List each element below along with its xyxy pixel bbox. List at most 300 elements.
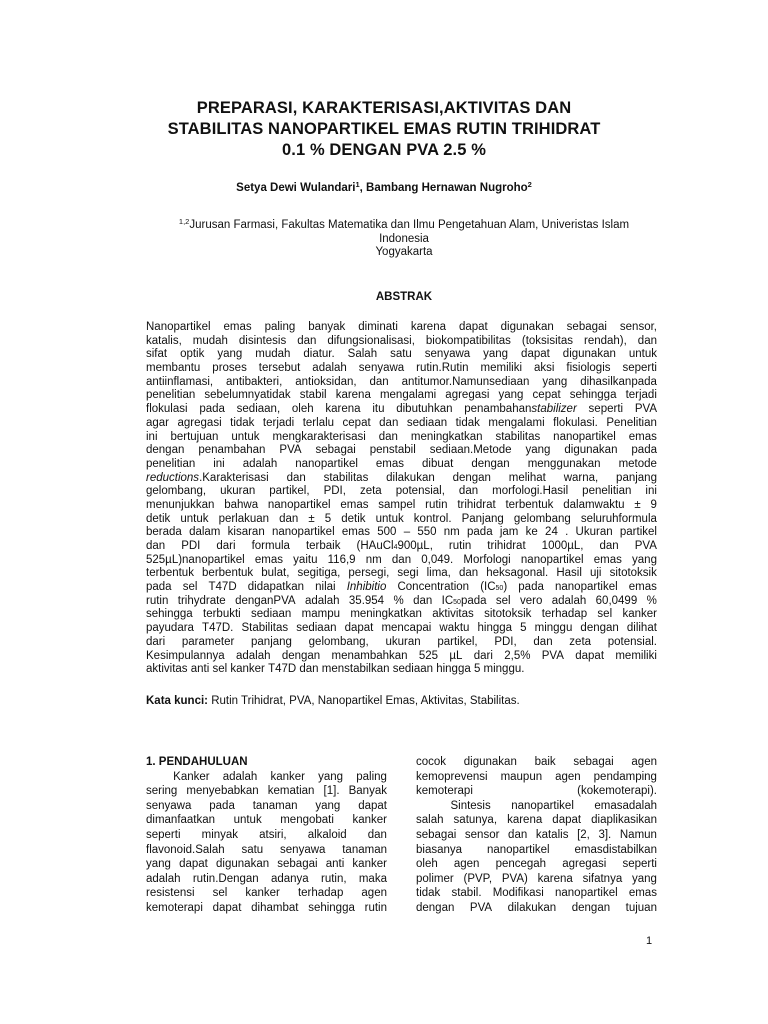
word: agen (631, 756, 657, 768)
word: sebagai (416, 828, 457, 841)
word: dan (508, 828, 528, 841)
word: cepat (342, 416, 371, 429)
word: yang (498, 389, 524, 402)
word: ini (146, 430, 158, 443)
word: aktivitas (432, 608, 474, 621)
word: senyawa (146, 799, 192, 812)
word: dalam (189, 526, 221, 539)
word: rutin.Rutin (416, 362, 469, 375)
word: sehingga (146, 608, 193, 621)
word: emas (375, 457, 405, 470)
text-line (416, 755, 657, 770)
text-line (146, 554, 657, 568)
word: tidak (455, 416, 480, 429)
author-name: Setya Dewi Wulandari (236, 182, 356, 194)
word: karena (410, 321, 446, 333)
word: sitotoksik (609, 567, 657, 580)
word: memiliki (480, 362, 523, 375)
word: penelitian (146, 389, 196, 402)
word: morfologi.Hasil (492, 485, 569, 498)
word: dengan (146, 444, 185, 457)
word: PVA (634, 540, 657, 552)
word: trihidrat (487, 540, 526, 552)
word: ke (525, 526, 538, 539)
word: partikel (619, 526, 657, 539)
word: kisaran (227, 526, 265, 539)
word: Penelitian (606, 416, 657, 429)
word: Concentration (397, 581, 470, 594)
word: dilihat (626, 622, 657, 635)
word: terjadi (625, 389, 657, 402)
text-line (146, 389, 657, 403)
word: bahwa (224, 498, 259, 511)
word: atsiri, (259, 828, 287, 841)
word: oleh (416, 858, 438, 871)
word: 5 (324, 512, 332, 525)
word: Kesimpulannya (146, 649, 225, 662)
word: bertujuan (170, 430, 219, 443)
word: emas (628, 887, 657, 900)
word: Ukuran (575, 526, 613, 539)
word: 60,0499 (595, 594, 638, 607)
word: rutin (448, 540, 472, 552)
word: menambahkan (331, 649, 408, 662)
word: diaplikasikan (591, 814, 657, 827)
word: nm (443, 526, 460, 539)
word: sebagai (566, 321, 607, 333)
word: minggu (534, 622, 573, 635)
text-line (416, 799, 657, 814)
word: dari (473, 649, 493, 662)
word: flokulasi. (553, 416, 598, 429)
word: nanopartikel (554, 581, 618, 594)
word: (HAuCl4900µL, (356, 540, 433, 552)
text-line (146, 663, 657, 677)
word: vero (519, 594, 543, 607)
word: biasanya (416, 843, 463, 856)
word: dapat (358, 799, 387, 812)
word: sehingga (569, 389, 617, 402)
text-line (146, 872, 387, 887)
word: satu (241, 843, 264, 856)
word: Panjang (461, 512, 504, 525)
word: PVA (469, 901, 493, 914)
word: sifatnya (582, 872, 623, 885)
word: yang (632, 553, 657, 566)
text-line (146, 513, 657, 527)
word: reductions.Karakterisasi (146, 471, 269, 484)
word: pada (467, 526, 493, 539)
text-line (146, 335, 657, 349)
word: yaitu (293, 553, 318, 566)
word: hingga (477, 622, 513, 635)
text-line (146, 799, 387, 814)
word: dan (146, 540, 166, 552)
word: nilai (315, 581, 336, 594)
word: Stabilitas (241, 622, 289, 635)
word: dapat (575, 649, 605, 662)
word: difungsionalisasi, (327, 334, 415, 347)
word: nanopartikel (267, 498, 331, 511)
word: tanaman (342, 843, 387, 856)
word: payudara (146, 622, 194, 635)
word: kanker (622, 608, 657, 621)
word: jam (499, 526, 519, 539)
word: nanopartikel (295, 457, 358, 470)
word: dan (599, 540, 619, 552)
word: dan (369, 375, 389, 388)
word: untuk (628, 348, 657, 361)
word: baik (534, 756, 556, 768)
word: adalah (222, 770, 258, 783)
word: seperti (588, 403, 624, 416)
author-superscript: 1 (355, 180, 360, 189)
word: dilakukan (386, 471, 435, 484)
word: dapat (212, 901, 242, 914)
word: tujuan (625, 901, 657, 914)
word: karena (537, 872, 573, 885)
text-line (146, 348, 657, 362)
word: hingga (436, 663, 471, 676)
word: salah (416, 814, 444, 827)
word: terbaik (305, 540, 341, 552)
text-line (146, 650, 657, 664)
keywords-label: Kata kunci: (146, 695, 208, 707)
word: panjang (616, 471, 657, 484)
word: adalah (242, 457, 278, 470)
word: mengkarakterisasi (272, 430, 366, 443)
word: senyawa (280, 843, 326, 856)
word: denganPVA (235, 594, 296, 607)
word: nanopartikel (553, 430, 616, 443)
author-superscript: 2 (527, 180, 532, 189)
word: pencegah (495, 858, 547, 871)
word: meningkatkan (350, 608, 422, 621)
word: melihat (508, 471, 546, 484)
word: penstabil (369, 444, 416, 457)
word: emas (628, 430, 657, 443)
text-line (416, 843, 657, 858)
word: alkaloid (307, 828, 347, 841)
word: sel (495, 594, 511, 607)
word: paling (356, 770, 387, 783)
word: yang (318, 770, 344, 783)
word: 500 (377, 526, 397, 539)
word: rendah), (583, 334, 627, 347)
word: emas (628, 581, 657, 594)
word: 5 (520, 622, 527, 635)
word: tidak (230, 416, 255, 429)
word: pada (209, 799, 235, 812)
page-number: 1 (646, 935, 653, 947)
word: untuk (375, 512, 404, 525)
title-line: 0.1 % DENGAN PVA 2.5 % (282, 141, 486, 159)
word: emasadalah (594, 799, 657, 812)
word: dilakukan (507, 901, 557, 914)
word: sering (146, 785, 178, 798)
word: seperti (146, 828, 181, 841)
word: sel (212, 887, 228, 900)
word: yang (542, 375, 568, 388)
word: trihidrat (457, 498, 496, 511)
word: terbentuk (146, 567, 194, 580)
title-line: STABILITAS NANOPARTIKEL EMAS RUTIN TRIHIDRAT (167, 120, 601, 138)
word: ± (634, 498, 641, 511)
word: sediaan (392, 663, 434, 676)
word: digunakan (463, 756, 517, 768)
word: diatur. (303, 348, 335, 361)
word: sebagai (573, 756, 614, 768)
word: adalah (235, 649, 271, 662)
word: nanopartikel (271, 526, 335, 539)
word: maka (358, 872, 387, 885)
word: mengalami (379, 389, 437, 402)
word: PDI, (323, 485, 346, 498)
text-line (146, 770, 387, 785)
word: PDI (181, 540, 201, 552)
word: stabil. (451, 887, 482, 900)
word: karena (325, 403, 361, 416)
word: yang (146, 858, 171, 871)
word: emas (254, 553, 283, 566)
word: Morfologi (463, 553, 511, 566)
word: mengalami (488, 416, 545, 429)
word: dari (146, 635, 166, 648)
word: IC50pada (441, 594, 487, 607)
word: menstabilkan (321, 663, 390, 676)
word: cepat (532, 389, 561, 402)
word: didapatkan (247, 581, 305, 594)
word: segitiga, (297, 567, 341, 580)
word: T47D (268, 663, 297, 676)
word: sebagai (315, 444, 356, 457)
author-name: Bambang Hernawan Nugroho (366, 182, 528, 194)
word: berada (146, 526, 182, 539)
text-line (146, 321, 657, 335)
text-line (146, 843, 387, 858)
text-line (416, 828, 657, 843)
word: senyawa (424, 348, 471, 361)
word: pada (518, 581, 544, 594)
word: yang (483, 348, 509, 361)
word: formula (251, 540, 290, 552)
word: metode (618, 457, 657, 470)
word: segi (397, 567, 419, 580)
word: aksi (534, 362, 555, 375)
word: Salah (347, 348, 378, 361)
word: ini (645, 485, 657, 498)
word: heksagonal. (486, 567, 549, 580)
word: adalah (304, 594, 340, 607)
word: 2,5% (504, 649, 531, 662)
word: emas (340, 498, 369, 511)
word: disintesis (238, 334, 287, 347)
text-line (146, 608, 657, 622)
word: partikel, (437, 635, 478, 648)
abstract-heading: ABSTRAK (375, 291, 433, 303)
word: warna, (563, 471, 599, 484)
word: dibuat (422, 457, 454, 470)
text-line (416, 857, 657, 872)
word: sebelumnyatidak (204, 389, 291, 402)
word: antiinflamasi, (146, 375, 214, 388)
word: adanya (270, 872, 309, 885)
paper-title (120, 98, 648, 161)
word: ukuran (220, 485, 256, 498)
word: pada (631, 444, 657, 457)
word: sampel (378, 498, 416, 511)
word: penelitian (582, 485, 632, 498)
word: seperti (622, 362, 657, 375)
word: sitotoksik (484, 608, 532, 621)
word: waktu (439, 622, 470, 635)
word: tersebut (258, 362, 301, 375)
word: polimer (416, 872, 454, 885)
word: dibutuhkan (396, 403, 453, 416)
word: agar (146, 416, 170, 429)
word: dihambat (251, 901, 299, 914)
word: itu (372, 403, 385, 416)
word: dengan (416, 901, 455, 914)
word: 3]. (598, 828, 612, 841)
word: nanopartikel (555, 887, 618, 900)
word: T47D (208, 581, 237, 594)
word: rutin (425, 498, 448, 511)
word: trihydrate (177, 594, 226, 607)
keywords (146, 695, 662, 707)
word: 35.954 (348, 594, 385, 607)
word: untuk (233, 814, 262, 827)
word: 9 (650, 498, 657, 511)
word: PVA (541, 649, 564, 662)
word: minyak (201, 828, 239, 841)
word: anti (190, 663, 210, 676)
word: µL (449, 649, 463, 662)
word: menyebabkan (186, 785, 259, 798)
word: sel (212, 663, 228, 676)
word: dengan (580, 622, 619, 635)
word: sediaan (406, 416, 448, 429)
word: membantu (146, 362, 201, 375)
text-line (146, 857, 387, 872)
word: dari (216, 540, 236, 552)
text-line (146, 417, 657, 431)
word: tidak (416, 887, 441, 900)
text-line (416, 770, 657, 785)
word: terbentuk (505, 498, 554, 511)
affiliation (146, 219, 662, 260)
word: gelombang (513, 512, 571, 525)
word: sediaan, (236, 403, 281, 416)
text-line (146, 458, 657, 472)
word: karena (335, 389, 371, 402)
word: ± (308, 512, 315, 525)
word: terjadi (262, 416, 295, 429)
word: stabilitas (495, 430, 541, 443)
word: satunya, (453, 814, 498, 827)
word: nanopartikel (486, 843, 550, 856)
word: digunakan (564, 444, 618, 457)
word: rutin (146, 594, 169, 607)
word: kemoprevensi (416, 770, 488, 783)
text-line (146, 485, 657, 499)
word: mampu (301, 608, 340, 621)
word: adalah (312, 362, 347, 375)
word: – (403, 526, 411, 539)
text-line (146, 813, 387, 828)
word: katalis, (146, 334, 182, 347)
word: dapat (552, 814, 582, 827)
word: antibakteri, (226, 375, 283, 388)
word: dan (637, 334, 657, 347)
word: Inhibitio (346, 581, 387, 594)
word: zeta (359, 485, 382, 498)
word: (PVP, (463, 872, 493, 885)
text-line (146, 499, 657, 513)
word: terhadap (541, 608, 588, 621)
word: dan (533, 635, 553, 648)
word: nanopartikel (511, 799, 574, 812)
word: kematian (267, 785, 315, 798)
word: penambahanstabilizer (464, 403, 577, 416)
word: [1]. (323, 785, 340, 798)
word: % (646, 594, 657, 607)
word: rutin (364, 901, 387, 914)
word: dan (458, 485, 479, 498)
word: sensor, (619, 321, 657, 333)
word: optik (180, 348, 205, 361)
word: gelombang, (308, 635, 369, 648)
word: mengobati (280, 814, 334, 827)
text-line (146, 444, 657, 458)
word: PVA) (501, 872, 528, 885)
text-line (146, 901, 387, 916)
author-separator: , (359, 182, 367, 194)
affiliation-superscript: 1,2 (178, 217, 190, 226)
word: 525 (418, 649, 439, 662)
word: kanker (352, 858, 387, 871)
text-line (416, 901, 657, 916)
word: rutin, (320, 872, 347, 885)
word: persegi, (348, 567, 390, 580)
word: banyak (308, 321, 346, 333)
word: dan (458, 567, 479, 580)
word: 1000µL, (541, 540, 584, 552)
word: pada (199, 403, 225, 416)
word: dalamwaktu (563, 498, 625, 511)
word: dihasilkanpada (580, 375, 657, 388)
word: detik (146, 512, 171, 525)
word: parameter (181, 635, 235, 648)
word: emas (593, 553, 622, 566)
word: agregasi (177, 416, 222, 429)
word: fisiologis (566, 362, 611, 375)
text-line (146, 472, 657, 486)
text-line (146, 526, 657, 540)
author-list (100, 182, 668, 194)
word: untuk (180, 512, 209, 525)
word: dan (413, 594, 433, 607)
word: emas (223, 321, 252, 333)
word: menggunakan (527, 457, 601, 470)
word: 5 (473, 663, 481, 676)
word: sediaan (296, 622, 337, 635)
word: partikel, (269, 485, 310, 498)
word: nanopartikel (520, 553, 584, 566)
word: mudah (255, 348, 291, 361)
word: agregasi (562, 858, 607, 871)
word: dengan (471, 457, 510, 470)
